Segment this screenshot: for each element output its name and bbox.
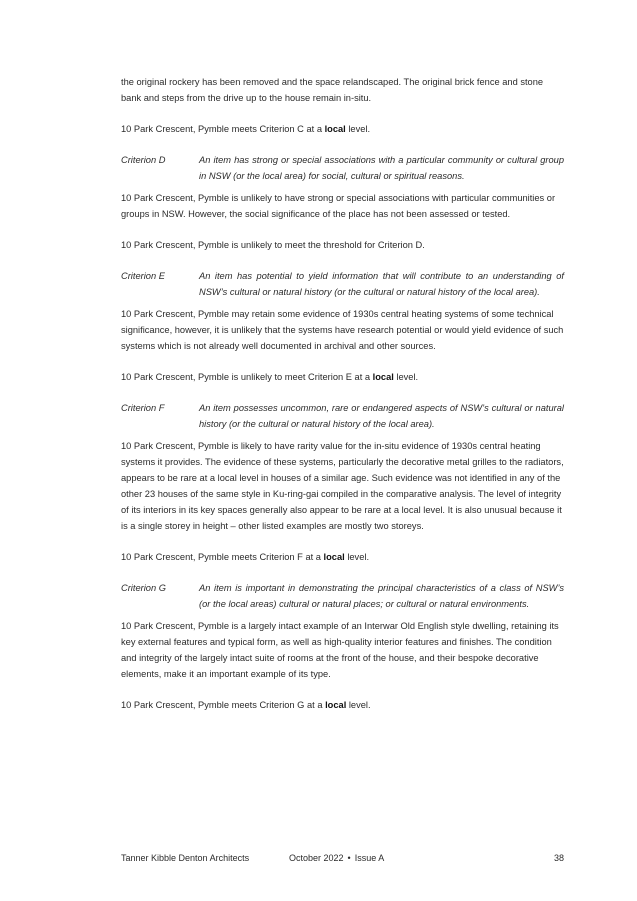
criterion-f-text: An item possesses uncommon, rare or endangered aspects of NSW’s cultural or natural history (or the cultural or natural history of the local area). xyxy=(199,403,564,429)
footer-date-issue xyxy=(289,852,384,864)
criterion-f-conclusion: 10 Park Crescent, Pymble meets Criterion F at a local level. xyxy=(121,552,370,562)
paragraph-criterion-f: 10 Park Crescent, Pymble is likely to have rarity value for the in-situ evidence of 1930s central heating systems it provides. The evidence of these systems, particularly the decorative metal grilles to the radiators, appears to be rare at a local level in houses of a similar age. Such evidence was not identified in any of the other 23 houses of the same style in Ku-ring-gai compiled in the comparative analysis. The level of integrity of its interiors in its key spaces generally also appear to be rare at a local level. It is also unusual because it is a single storey in height – other listed examples are mostly two storeys. xyxy=(121,441,564,531)
criterion-e-text: An item has potential to yield information that will contribute to an understanding of NSW’s cultural or natural history (or the cultural or natural history of the local area). xyxy=(199,271,564,297)
footer-issue: Issue A xyxy=(354,853,385,863)
page-number: 38 xyxy=(553,853,564,863)
footer-date: October 2022 xyxy=(289,853,344,863)
paragraph-criterion-e: 10 Park Crescent, Pymble may retain some evidence of 1930s central heating systems of some technical significance, however, it is unlikely that the systems have research potential or would yield evidence of such systems which is not already well documented in archival and other sources. xyxy=(121,309,564,351)
criterion-g-text: An item is important in demonstrating the principal characteristics of a class of NSW’s (or the local areas) cultural or natural places; or cultural or natural environments. xyxy=(199,583,564,609)
criterion-f-block xyxy=(121,400,564,432)
criterion-g-block xyxy=(121,580,564,612)
paragraph-rockery: the original rockery has been removed and the space relandscaped. The original brick fence and stone bank and steps from the drive up to the house remain in-situ. xyxy=(121,77,544,103)
criterion-g-conclusion: 10 Park Crescent, Pymble meets Criterion G at a local level. xyxy=(121,700,371,710)
criterion-g-label: Criterion G xyxy=(121,583,166,593)
criterion-d-text: An item has strong or special associations with a particular community or cultural group in NSW (or the local area) for social, cultural or spiritual reasons. xyxy=(199,155,564,181)
footer-bullet: • xyxy=(347,853,351,863)
criterion-f-label: Criterion F xyxy=(121,403,165,413)
criterion-e-block xyxy=(121,268,564,300)
paragraph-criterion-d: 10 Park Crescent, Pymble is unlikely to have strong or special associations with particular communities or groups in NSW. However, the social significance of the place has not been assessed or tested. xyxy=(121,193,556,219)
criterion-d-label: Criterion D xyxy=(121,155,166,165)
footer-company: Tanner Kibble Denton Architects xyxy=(121,853,250,863)
criterion-d-block xyxy=(121,152,564,184)
paragraph-criterion-g: 10 Park Crescent, Pymble is a largely intact example of an Interwar Old English style dwelling, retaining its key external features and typical form, as well as high-quality interior features and finishes. The condition and integrity of the largely intact suite of rooms at the front of the house, and their bespoke decorative elements, make it an important example of its type. xyxy=(121,621,559,679)
criterion-d-conclusion: 10 Park Crescent, Pymble is unlikely to meet the threshold for Criterion D. xyxy=(121,240,425,250)
criterion-c-conclusion: 10 Park Crescent, Pymble meets Criterion C at a local level. xyxy=(121,124,371,134)
criterion-e-label: Criterion E xyxy=(121,271,165,281)
criterion-e-conclusion: 10 Park Crescent, Pymble is unlikely to meet Criterion E at a local level. xyxy=(121,372,419,382)
document-body xyxy=(121,74,564,728)
